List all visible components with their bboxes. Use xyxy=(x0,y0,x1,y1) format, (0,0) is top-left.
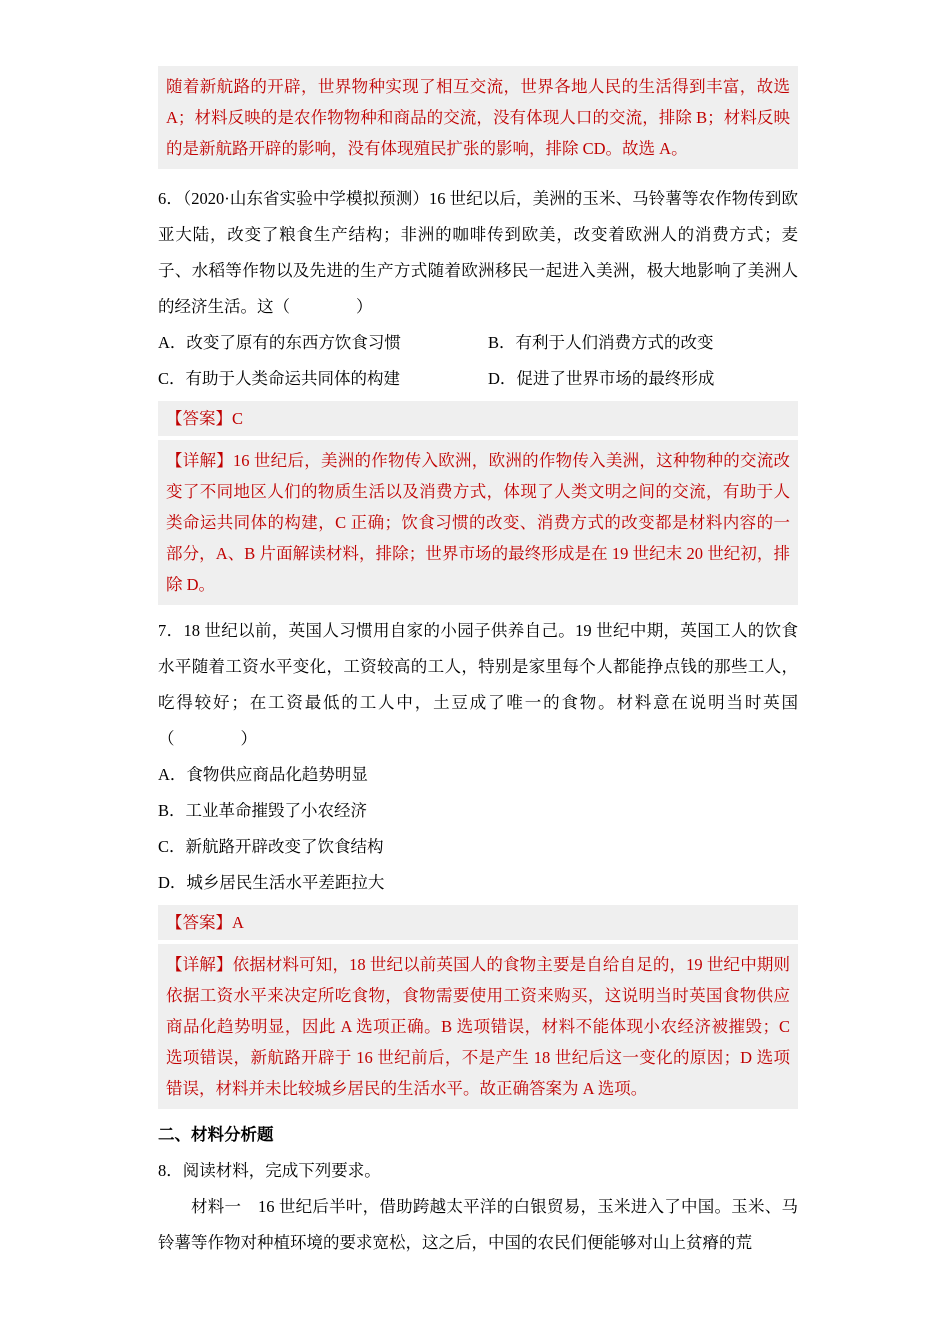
section-2-title: 二、材料分析题 xyxy=(158,1125,274,1144)
question-6-answer: 【答案】C xyxy=(158,401,798,436)
question-7-option-a: A．食物供应商品化趋势明显 xyxy=(158,765,368,784)
question-8 xyxy=(158,1153,798,1261)
question-6-stem: 6．（2020·山东省实验中学模拟预测）16 世纪以后，美洲的玉米、马铃薯等农作物传到欧亚大陆，改变了粮食生产结构；非洲的咖啡传到欧美，改变着欧洲人的消费方式；麦子、水稻等作物以及先进的生产方式随着欧洲移民一起进入美洲，极大地影响了美洲人的经济生活。这（ ） xyxy=(158,189,798,316)
question-7-option-b: B．工业革命摧毁了小农经济 xyxy=(158,801,368,820)
prev-question-explanation-block: 随着新航路的开辟，世界物种实现了相互交流，世界各地人民的生活得到丰富，故选 A；材料反映的是农作物物种和商品的交流，没有体现人口的交流，排除 B；材料反映的是新航路开辟的影响，没有体现殖民扩张的影响，排除 CD。故选 A。 xyxy=(158,66,798,169)
question-8-stem: 8．阅读材料，完成下列要求。 xyxy=(158,1161,381,1180)
question-6-option-d: D．促进了世界市场的最终形成 xyxy=(488,369,715,388)
question-8-material-1: 材料一 16 世纪后半叶，借助跨越太平洋的白银贸易，玉米进入了中国。玉米、马铃薯等作物对种植环境的要求宽松，这之后，中国的农民们便能够对山上贫瘠的荒 xyxy=(158,1197,798,1252)
question-7-option-d: D．城乡居民生活水平差距拉大 xyxy=(158,873,385,892)
question-7-stem: 7．18 世纪以前，英国人习惯用自家的小园子供养自己。19 世纪中期，英国工人的饮食水平随着工资水平变化，工资较高的工人，特别是家里每个人都能挣点钱的那些工人，吃得较好；在工资最低的工人中，土豆成了唯一的食物。材料意在说明当时英国（ ） xyxy=(158,621,798,748)
question-6-explanation: 【详解】16 世纪后，美洲的作物传入欧洲，欧洲的作物传入美洲，这种物种的交流改变了不同地区人们的物质生活以及消费方式，体现了人类文明之间的交流，有助于人类命运共同体的构建，C 正确；饮食习惯的改变、消费方式的改变都是材料内容的一部分，A、B 片面解读材料，排除；世界市场的最终形成是在 19 世纪末 20 世纪初，排除 D。 xyxy=(158,440,798,605)
question-7-options xyxy=(158,757,798,901)
question-6 xyxy=(158,181,798,605)
question-6-option-a: A．改变了原有的东西方饮食习惯 xyxy=(158,333,401,352)
question-6-option-c: C．有助于人类命运共同体的构建 xyxy=(158,369,401,388)
question-7 xyxy=(158,613,798,1109)
question-7-option-c: C．新航路开辟改变了饮食结构 xyxy=(158,837,384,856)
question-6-option-b: B．有利于人们消费方式的改变 xyxy=(488,333,714,352)
question-6-options xyxy=(158,325,798,397)
question-7-explanation: 【详解】依据材料可知，18 世纪以前英国人的食物主要是自给自足的，19 世纪中期则依据工资水平来决定所吃食物，食物需要使用工资来购买，这说明当时英国食物供应商品化趋势明显，因此 A 选项正确。B 选项错误，材料不能体现小农经济被摧毁；C 选项错误，新航路开辟于 16 世纪前后，不是产生 18 世纪后这一变化的原因；D 选项错误，材料并未比较城乡居民的生活水平。故正确答案为 A 选项。 xyxy=(158,944,798,1109)
question-7-answer: 【答案】A xyxy=(158,905,798,940)
